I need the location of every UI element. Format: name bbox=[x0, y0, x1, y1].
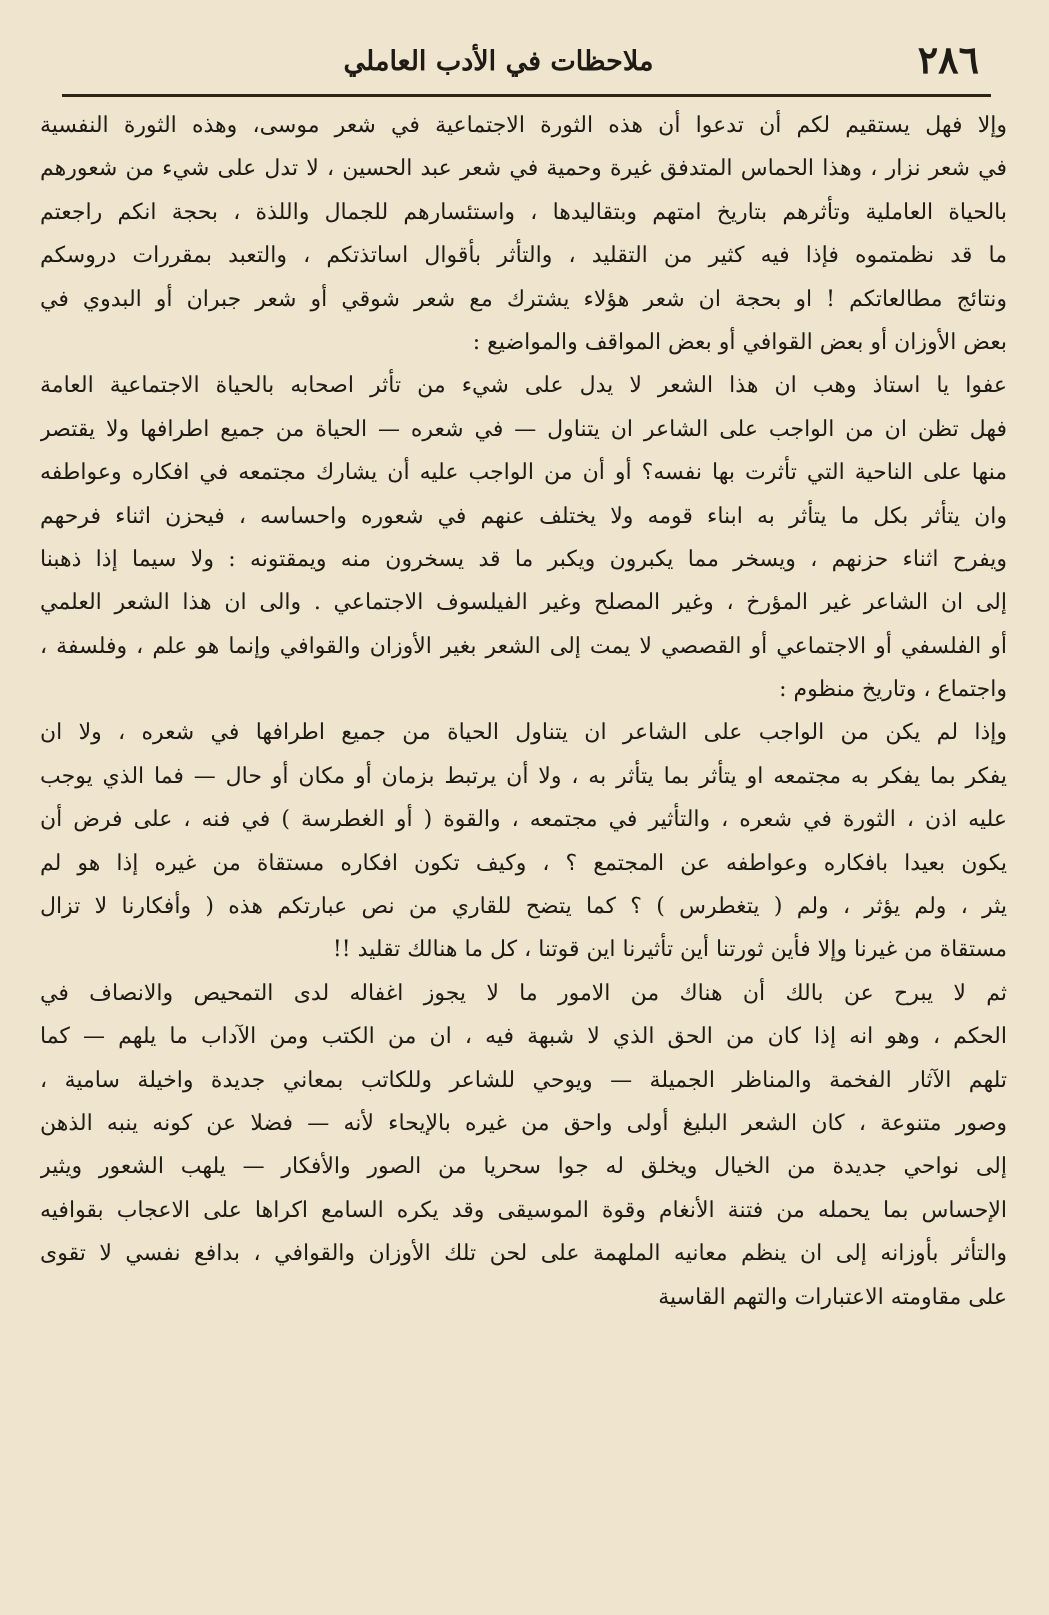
running-title: ملاحظات في الأدب العاملي bbox=[343, 46, 654, 77]
text-line: والتأثر بأوزانه إلى ان ينظم معانيه الملهمة على لحن تلك الأوزان والقوافي ، بدافع نفسي لا تقوى bbox=[40, 1241, 1007, 1267]
text-line: إلى ان الشاعر غير المؤرخ ، وغير المصلح وغير الفيلسوف الاجتماعي . والى ان هذا الشعر العلمي bbox=[40, 590, 1007, 616]
text-line: أو الفلسفي أو الاجتماعي أو القصصي لا يمت إلى الشعر بغير الأوزان والقوافي وإنما هو علم ، وفلسفة ، bbox=[40, 633, 1007, 659]
text-line: عفوا يا استاذ وهب ان هذا الشعر لا يدل على شيء من تأثر اصحابه بالحياة الاجتماعية العامة bbox=[40, 373, 1007, 399]
page-number: ٢٨٦ bbox=[917, 37, 979, 82]
text-line: يكون بعيدا بافكاره وعواطفه عن المجتمع ؟ ، وكيف تكون افكاره مستقاة من غيره إذا هو لم bbox=[40, 850, 1007, 876]
text-line: ويفرح اثناء حزنهم ، ويسخر مما يكبرون ويكبر ما قد يسخرون منه ويمقتونه : ولا سيما إذا ذهبنا bbox=[40, 546, 1007, 572]
text-line: منها على الناحية التي تأثرت بها نفسه؟ أو أن من الواجب عليه أن يشارك مجتمعه في افكاره وعواطفه bbox=[40, 460, 1007, 486]
text-line: إلى نواحي جديدة من الخيال ويخلق له جوا سحريا من الصور والأفكار — يلهب الشعور ويثير bbox=[40, 1154, 1007, 1180]
text-line: يثر ، ولم يؤثر ، ولم ( يتغطرس ) ؟ كما يتضح للقاري من نص عبارتكم هذه ( وأفكارنا لا تزال bbox=[40, 894, 1007, 920]
text-line: تلهم الآثار الفخمة والمناظر الجميلة — ويوحي للشاعر وللكاتب بمعاني جديدة واخيلة سامية ، bbox=[40, 1067, 1007, 1093]
text-line: واجتماع ، وتاريخ منظوم : bbox=[779, 677, 1007, 703]
text-line: ما قد نظمتموه فإذا فيه كثير من التقليد ، والتأثر بأقوال اساتذتكم ، والتعبد بمقررات دروسكم bbox=[40, 243, 1007, 269]
text-line: وصور متنوعة ، كان الشعر البليغ أولى واحق من غيره بالإيحاء لأنه — فضلا عن كونه ينبه الذهن bbox=[40, 1110, 1007, 1136]
text-line: بالحياة العاملية وتأثرهم بتاريخ امتهم وبتقاليدها ، واستئسارهم للجمال واللذة ، بحجة انكم راجعتم bbox=[40, 199, 1007, 225]
text-line: ونتائج مطالعاتكم ! او بحجة ان شعر هؤلاء يشترك مع شعر شوقي أو شعر جبران أو البدوي في bbox=[40, 286, 1007, 312]
text-line: يفكر بما يفكر به مجتمعه او يتأثر بما يتأثر به ، ولا أن يرتبط بزمان أو مكان أو حال — فما الذي يوجب bbox=[40, 763, 1007, 789]
text-line: بعض الأوزان أو بعض القوافي أو بعض المواقف والمواضيع : bbox=[472, 329, 1007, 355]
text-line: ثم لا يبرح عن بالك أن هناك من الامور ما لا يجوز اغفاله لدى التمحيص والانصاف في bbox=[40, 980, 1007, 1006]
body-text bbox=[40, 104, 1007, 1319]
text-line: عليه اذن ، الثورة في شعره ، والتأثير في مجتمعه ، والقوة ( أو الغطرسة ) في فنه ، على فرض أن bbox=[40, 807, 1007, 833]
text-line: فهل تظن ان من الواجب على الشاعر ان يتناول — في شعره — الحياة من جميع اطرافها ولا يقتصر bbox=[40, 416, 1007, 442]
text-line: وان يتأثر بكل ما يتأثر به ابناء قومه ولا يختلف عنهم في شعوره واحساسه ، فيحزن اثناء فرحهم bbox=[40, 503, 1007, 529]
running-head bbox=[72, 36, 985, 92]
text-line: في شعر نزار ، وهذا الحماس المتدفق غيرة وحمية في شعر عبد الحسين ، لا تدل على شيء من شعورهم bbox=[40, 156, 1007, 182]
header-rule bbox=[62, 94, 991, 97]
text-line: وإذا لم يكن من الواجب على الشاعر ان يتناول الحياة من جميع اطرافها في شعره ، ولا ان bbox=[40, 720, 1007, 746]
text-line: مستقاة من غيرنا وإلا فأين ثورتنا أين تأثيرنا اين قوتنا ، كل ما هنالك تقليد !! bbox=[332, 937, 1007, 963]
text-line: الإحساس بما يحمله من فتنة الأنغام وقوة الموسيقى وقد يكره السامع اكراها على الاعجاب بقوافيه bbox=[40, 1197, 1007, 1223]
text-line: على مقاومته الاعتبارات والتهم القاسية bbox=[658, 1284, 1007, 1310]
text-line: الحكم ، وهو انه إذا كان من الحق الذي لا شبهة فيه ، ان من الكتب ومن الآداب ما يلهم — كما bbox=[40, 1024, 1007, 1050]
text-line: وإلا فهل يستقيم لكم أن تدعوا أن هذه الثورة الاجتماعية في شعر موسى، وهذه الثورة النفسية bbox=[40, 113, 1007, 138]
